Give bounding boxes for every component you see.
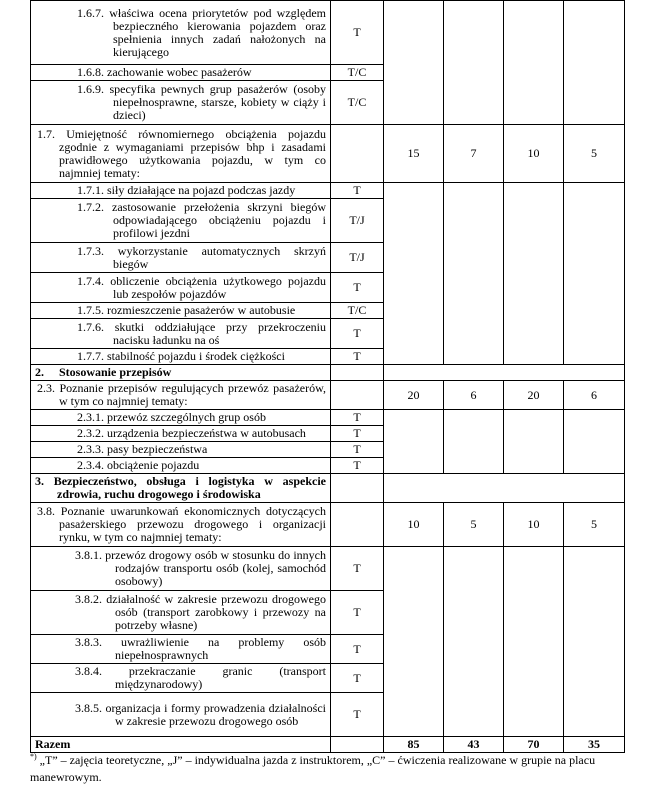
topic-text: 3.8.3. uwrażliwienie na problemy osób niepełnosprawnych	[31, 635, 331, 664]
empty-cell	[384, 1, 444, 125]
section-text: 1.7. Umiejętność równomiernego obciążenia pojazdu zgodnie z wymaganiami przepisów bhp i zasadami prawidłowego użytkowania pojazdu, w tym co najmniej tematy:	[31, 125, 331, 183]
hours-cell: 15	[384, 125, 444, 183]
section-text: 2.3. Poznanie przepisów regulujących przewóz pasażerów, w tym co najmniej tematy:	[31, 381, 331, 410]
empty-cell	[444, 410, 504, 474]
topic-text: 3.8.4. przekraczanie granic (transport międzynarodowy)	[31, 664, 331, 693]
empty-cell	[564, 410, 625, 474]
form-code: T	[331, 1, 384, 65]
topic-text: 1.6.7. właściwa ocena priorytetów pod względem bezpieczného kierowania pojazdem oraz spełnienia innych zadań nałożonych na kierującego	[31, 1, 331, 65]
empty-cell	[564, 1, 625, 125]
total-hours: 85	[384, 737, 444, 753]
empty-cell	[384, 410, 444, 474]
empty-cell	[384, 474, 625, 503]
hours-cell: 10	[384, 503, 444, 547]
empty-cell	[331, 365, 384, 381]
empty-cell	[331, 503, 384, 547]
form-code: T	[331, 183, 384, 199]
empty-cell	[504, 410, 564, 474]
topic-text: 1.7.5. rozmieszczenie pasażerów w autobusie	[31, 303, 331, 319]
section-text: 3.8. Poznanie uwarunkowań ekonomicznych dotyczących pasażerskiego przewozu drogowego i organizacji rynku, w tym co najmniej tematy:	[31, 503, 331, 547]
topic-text: 2.3.1. przewóz szczególnych grup osób	[31, 410, 331, 426]
form-code: T	[331, 591, 384, 635]
empty-cell	[564, 183, 625, 365]
training-program-table	[30, 0, 625, 753]
form-code: T/C	[331, 65, 384, 81]
empty-cell	[504, 547, 564, 737]
total-hours: 70	[504, 737, 564, 753]
hours-cell: 5	[564, 125, 625, 183]
hours-cell: 5	[564, 503, 625, 547]
topic-text: 3.8.2. działalność w zakresie przewozu drogowego osób (transport zarobkowy i przewozy na potrzeby własne)	[31, 591, 331, 635]
empty-cell	[444, 1, 504, 125]
form-code: T	[331, 458, 384, 474]
table-row	[31, 410, 625, 426]
footnote-mark: *)	[30, 752, 37, 761]
footnote-text: „T” – zajęcia teoretyczne, „J” – indywidualna jazda z instruktorem, „C” – ćwiczenia realizowane w grupie na placu manewrowym.	[30, 753, 596, 784]
topic-text: 3.8.1. przewóz drogowy osób w stosunku do innych rodzajów transportu osób (kolej, samochód osobowy)	[31, 547, 331, 591]
topic-text: 1.7.6. skutki oddziałujące przy przekroczeniu nacisku ładunku na oś	[31, 319, 331, 349]
form-code: T/J	[331, 199, 384, 243]
hours-cell: 10	[504, 125, 564, 183]
empty-cell	[331, 125, 384, 183]
topic-text: 2.3.2. urządzenia bezpieczeństwa w autobusach	[31, 426, 331, 442]
table-row	[31, 474, 625, 503]
table-row	[31, 547, 625, 591]
table-row	[31, 125, 625, 183]
empty-cell	[504, 1, 564, 125]
part-heading: 3. Bezpieczeństwo, obsługa i logistyka w aspekcie zdrowia, ruchu drogowego i środowiska	[31, 474, 331, 503]
part-heading: 2. Stosowanie przepisów	[31, 365, 331, 381]
table-row	[31, 503, 625, 547]
form-code: T/J	[331, 243, 384, 273]
form-code: T	[331, 349, 384, 365]
form-code: T/C	[331, 81, 384, 125]
empty-cell	[384, 547, 444, 737]
total-hours: 43	[444, 737, 504, 753]
topic-text: 3.8.5. organizacja i formy prowadzenia działalności w zakresie przewozu drogowego osób	[31, 693, 331, 737]
empty-cell	[331, 474, 384, 503]
empty-cell	[384, 365, 625, 381]
topic-text: 1.6.9. specyfika pewnych grup pasażerów (osoby niepełnosprawne, starsze, kobiety w ciąży i dzieci)	[31, 81, 331, 125]
hours-cell: 6	[564, 381, 625, 410]
form-code: T	[331, 319, 384, 349]
topic-text: 1.7.7. stabilność pojazdu i środek ciężkości	[31, 349, 331, 365]
topic-text: 1.7.3. wykorzystanie automatycznych skrzyń biegów	[31, 243, 331, 273]
topic-text: 1.6.8. zachowanie wobec pasażerów	[31, 65, 331, 81]
topic-text: 1.7.2. zastosowanie przełożenia skrzyni biegów odpowiadającego obciążeniu pojazdu i profilowi jezdni	[31, 199, 331, 243]
form-code: T	[331, 693, 384, 737]
empty-cell	[331, 381, 384, 410]
form-code: T	[331, 273, 384, 303]
table-row	[31, 381, 625, 410]
topic-text: 1.7.1. siły działające na pojazd podczas jazdy	[31, 183, 331, 199]
form-code: T	[331, 410, 384, 426]
hours-cell: 6	[444, 381, 504, 410]
empty-cell	[504, 183, 564, 365]
hours-cell: 20	[384, 381, 444, 410]
form-code: T	[331, 442, 384, 458]
empty-cell	[444, 183, 504, 365]
empty-cell	[384, 183, 444, 365]
empty-cell	[444, 547, 504, 737]
topic-text: 1.7.4. obliczenie obciążenia użytkowego pojazdu lub zespołów pojazdów	[31, 273, 331, 303]
form-code: T	[331, 547, 384, 591]
topic-text: 2.3.3. pasy bezpieczeństwa	[31, 442, 331, 458]
form-code: T	[331, 635, 384, 664]
form-code: T	[331, 664, 384, 693]
total-label: Razem	[31, 737, 331, 753]
table-row	[31, 365, 625, 381]
table-row	[31, 183, 625, 199]
footnote	[30, 748, 624, 786]
hours-cell: 20	[504, 381, 564, 410]
table-row	[31, 1, 625, 65]
hours-cell: 10	[504, 503, 564, 547]
total-hours: 35	[564, 737, 625, 753]
empty-cell	[564, 547, 625, 737]
topic-text: 2.3.4. obciążenie pojazdu	[31, 458, 331, 474]
hours-cell: 7	[444, 125, 504, 183]
form-code: T/C	[331, 303, 384, 319]
hours-cell: 5	[444, 503, 504, 547]
form-code: T	[331, 426, 384, 442]
